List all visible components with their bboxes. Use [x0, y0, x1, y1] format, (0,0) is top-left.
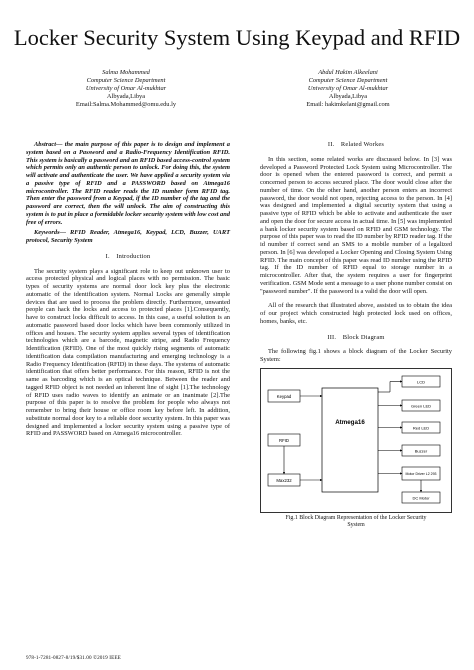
block-diagram-figure: [260, 368, 452, 513]
author-city: Albyada,Libya: [106, 92, 146, 100]
atmega16-label: Atmega16: [335, 418, 365, 426]
block-diagram-svg: [260, 368, 452, 513]
author-dept: Computer Science Department: [86, 76, 166, 84]
red-led-label: Red LED: [412, 425, 430, 431]
author-name: Abdul Hakim Alkeelani: [318, 69, 378, 76]
atmega16-block: [322, 388, 378, 492]
author-university: University of Omar Al-mukhtar: [307, 84, 389, 92]
dc-motor-label: DC Motor: [412, 495, 430, 501]
author-city: Albyada,Libya: [328, 92, 368, 100]
copyright-footer: 978-1-7281-0827-8/19/$31.00 ©2019 IEEE: [26, 655, 121, 661]
keywords-text: RFID Reader, Atmega16, Keypad, LCD, Buzzer, UART protocol, Security System: [26, 229, 230, 244]
block-diagram-intro: The following fig.1 shows a block diagram of the Locker Security System:: [260, 348, 452, 363]
max232-label: Max232: [276, 477, 292, 483]
abstract: [26, 141, 230, 226]
author-name: Salma Mohammed: [102, 69, 150, 76]
keypad-label: Keypad: [276, 393, 292, 399]
section-heading-introduction: I. Introduction: [105, 252, 151, 260]
keywords-label: Keywords—: [34, 229, 66, 237]
author-email: Email: hakimkelani@gmail.com: [306, 100, 390, 108]
section-heading-related-works: II. Related Workes: [327, 141, 385, 148]
related-works-summary: All of the research that illustrated above, assisted us to obtain the idea of our project which constructed high protected lock used on offices, homes, banks, etc.: [260, 302, 452, 325]
motor-driver-label: Motor Driver L2 293: [405, 471, 437, 476]
author-email: Email:Salma.Mohammed@omu.edu.ly: [75, 100, 177, 108]
figure-caption: Fig.1 Block Diagram Representation of the Locker Security System: [285, 514, 427, 528]
left-column: [26, 141, 230, 438]
keywords: [26, 229, 230, 245]
lcd-label: LCD: [416, 379, 426, 385]
green-led-label: Green LED: [410, 403, 432, 409]
author-block-2: [248, 69, 448, 109]
paper-title: Locker Security System Using Keypad and RFID: [13, 25, 461, 50]
author-dept: Computer Science Department: [308, 76, 388, 84]
abstract-text: — the main purpose of this paper is to design and implement a system based on a Password and a Radio-Frequency Identification RFID. This system is basically a password and an RFID based access-control system which permits only an authentic person to unlock. For doing this, the system will activate and authenticate the user. We have applied a security system via a passive type of RFID and a PASSWORD based on Atmega16 microcontroller. The RFID reader reads the ID number form RFID tag. Then enter the password from a Keypad, if the ID number of the tag and the password are correct, then the will unlock. The aim of constructing this system is to put in place a formidable locker security system with low cost and free of errors.: [26, 141, 230, 226]
author-block-1: [26, 69, 226, 109]
rfid-label: RFID: [278, 437, 290, 443]
right-column: [260, 141, 452, 529]
introduction-text: The security system plays a significant role to keep out unknown user to access protected physical and logical places with no permission. The basic types of security systems are normal door lock key plus the electronic automatic of the identification system. Normal Locks are generally simple devices that are used to process the problem directly. Furthermore, unwanted people can hack the locks and access to protected places [1].Consequently, have to construct locks difficult to access. In this case, a useful solution is an automatic password based door locks which have been commonly utilized in offices and houses. The security system applies several types of identification technologies which are a barcode, magnetic stripe, and Radio Frequency Identification (RFID). One of the most quickly rising segments of automatic identification data compilation manufacturing and emerging technology is a Radio Frequency Identification (RFID) in these days. The systems of automatic identification that offers better performance. For this reason, RFID is not the same as barcoding which is an optical technique. Between the reader and tagged RFID object is not needed an inherent line of sight [1].The technology of RFID uses radio waves to identify an animate or an inanimate [2].The purpose of this paper is to resolve the problem for people who always not remember to bring their house or office room key before left. In addition, substitute normal door key to a reliable door security system. In this paper was designed and implemented a locker security system using a passive type of RFID and PASSWORD based on Atmega16 microcontroller.: [26, 267, 230, 438]
author-university: University of Omar Al-mukhtar: [85, 84, 167, 92]
related-works-text: In this section, some related works are discussed below. In [3] was developed a Password Protected Lock System using Microcontroller. The door is opened when the entered password is correct, and permit a concerned person to access secured place. The door would close after the number of time. On the other hand, another person enters an incorrect password, the door would not open, rejecting access to the person. In [4] was designed and implemented a digital security system that using a passive type of RFID which be able to activate and authenticate the user and open the door for secure access in actual time. In [5] was implemented a bank locker security system based on RFID and GSM technology. The purpose of this paper was to read the ID number by RFID reader tag. If the id number if correct send an SMS to a mobile number of a legalized person. In [6] was developed a Locker Opening and Closing System Using RFID. The main concept of this paper was read ID number using the RFID tag. If the ID number of RFID equal to storage number in a microcontroller. After that, the system requires a user for fingerprint verification. GSM Mode sent a message to a user phone number consist on "password number". If the password is a valid the door will open.: [260, 155, 452, 295]
buzzer-label: Buzzer: [414, 448, 428, 454]
abstract-label: Abstract: [34, 141, 57, 148]
section-heading-block-diagram: III. Block Diagram: [327, 333, 385, 341]
